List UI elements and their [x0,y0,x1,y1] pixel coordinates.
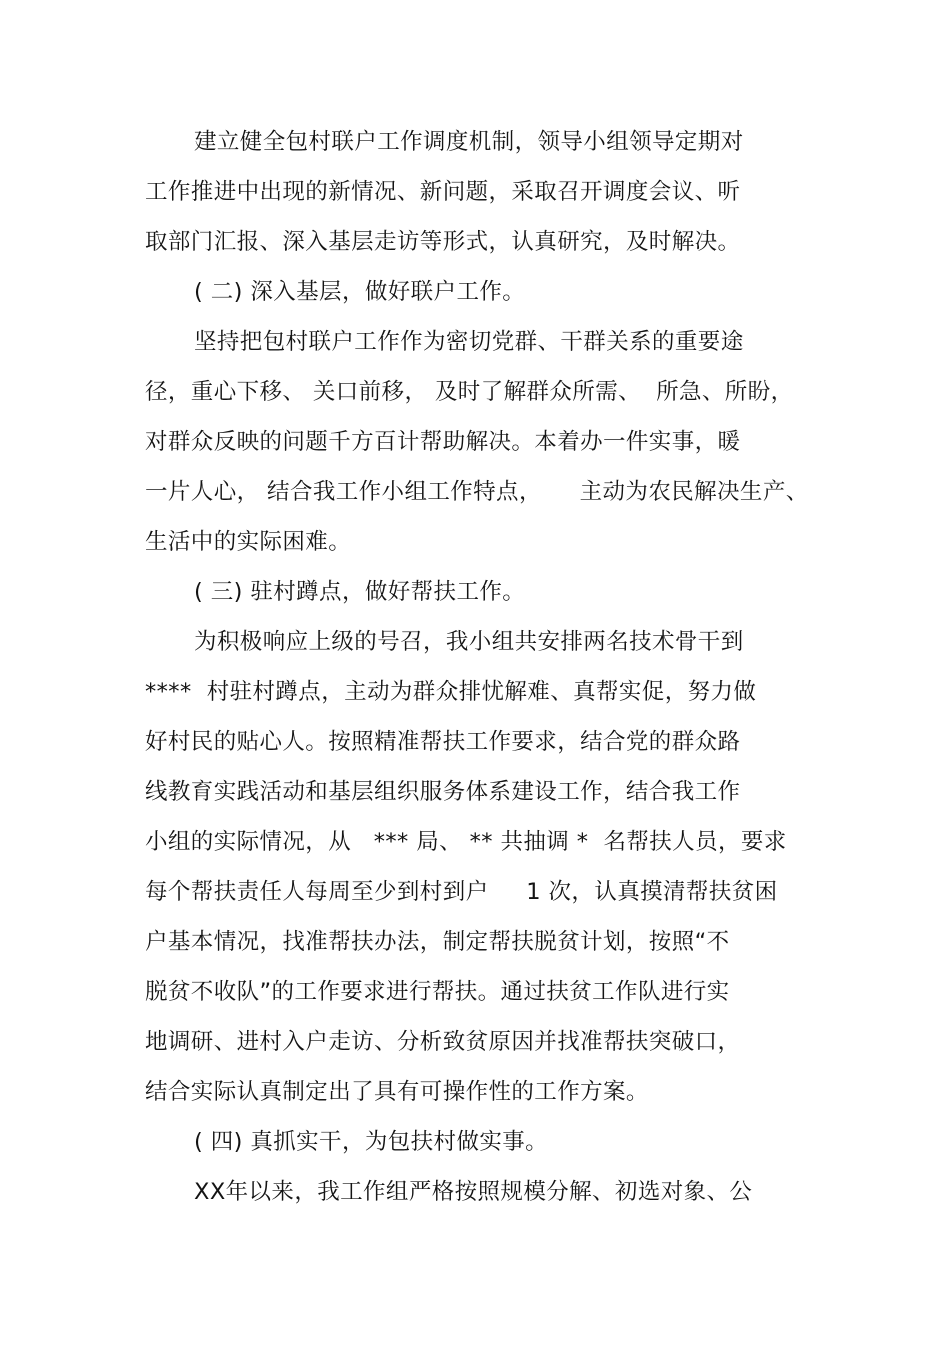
paragraph-line: 径，重心下移、 关口前移， 及时了解群众所需、 所急、所盼， [145,379,794,405]
section-heading: ( 四) 真抓实干，为包扶村做实事。 [194,1129,549,1155]
paragraph-line: 地调研、进村入户走访、分析致贫原因并找准帮扶突破口， [145,1029,741,1055]
paragraph-line: **** 村驻村蹲点，主动为群众排忧解难、真帮实促，努力做 [145,679,757,705]
section-heading: ( 三) 驻村蹲点，做好帮扶工作。 [194,579,526,605]
paragraph-line: 一片人心， 结合我工作小组工作特点， 主动为农民解决生产、 [145,479,809,505]
paragraph-line: 户基本情况，找准帮扶办法，制定帮扶脱贫计划，按照“不 [145,929,730,955]
paragraph-line: XX年以来，我工作组严格按照规模分解、初选对象、公 [194,1179,753,1205]
section-heading: ( 二) 深入基层，做好联户工作。 [194,279,526,305]
paragraph-line: 坚持把包村联户工作作为密切党群、干群关系的重要途 [194,329,744,355]
paragraph-line: 工作推进中出现的新情况、新问题，采取召开调度会议、听 [145,179,741,205]
paragraph-line: 结合实际认真制定出了具有可操作性的工作方案。 [145,1079,649,1105]
paragraph-line: 小组的实际情况，从 *** 局、 ** 共抽调 * 名帮扶人员，要求 [145,829,787,855]
paragraph-line: 生活中的实际困难。 [145,529,352,555]
paragraph-line: 对群众反映的问题千方百计帮助解决。本着办一件实事，暖 [145,429,741,455]
paragraph-line: 脱贫不收队”的工作要求进行帮扶。通过扶贫工作队进行实 [145,979,730,1005]
paragraph-line: 每个帮扶责任人每周至少到村到户 1 次，认真摸清帮扶贫困 [145,879,778,905]
paragraph-line: 建立健全包村联户工作调度机制，领导小组领导定期对 [194,129,744,155]
paragraph-line: 为积极响应上级的号召，我小组共安排两名技术骨干到 [194,629,744,655]
paragraph-line: 取部门汇报、深入基层走访等形式，认真研究，及时解决。 [145,229,741,255]
paragraph-line: 线教育实践活动和基层组织服务体系建设工作，结合我工作 [145,779,741,805]
paragraph-line: 好村民的贴心人。按照精准帮扶工作要求，结合党的群众路 [145,729,741,755]
